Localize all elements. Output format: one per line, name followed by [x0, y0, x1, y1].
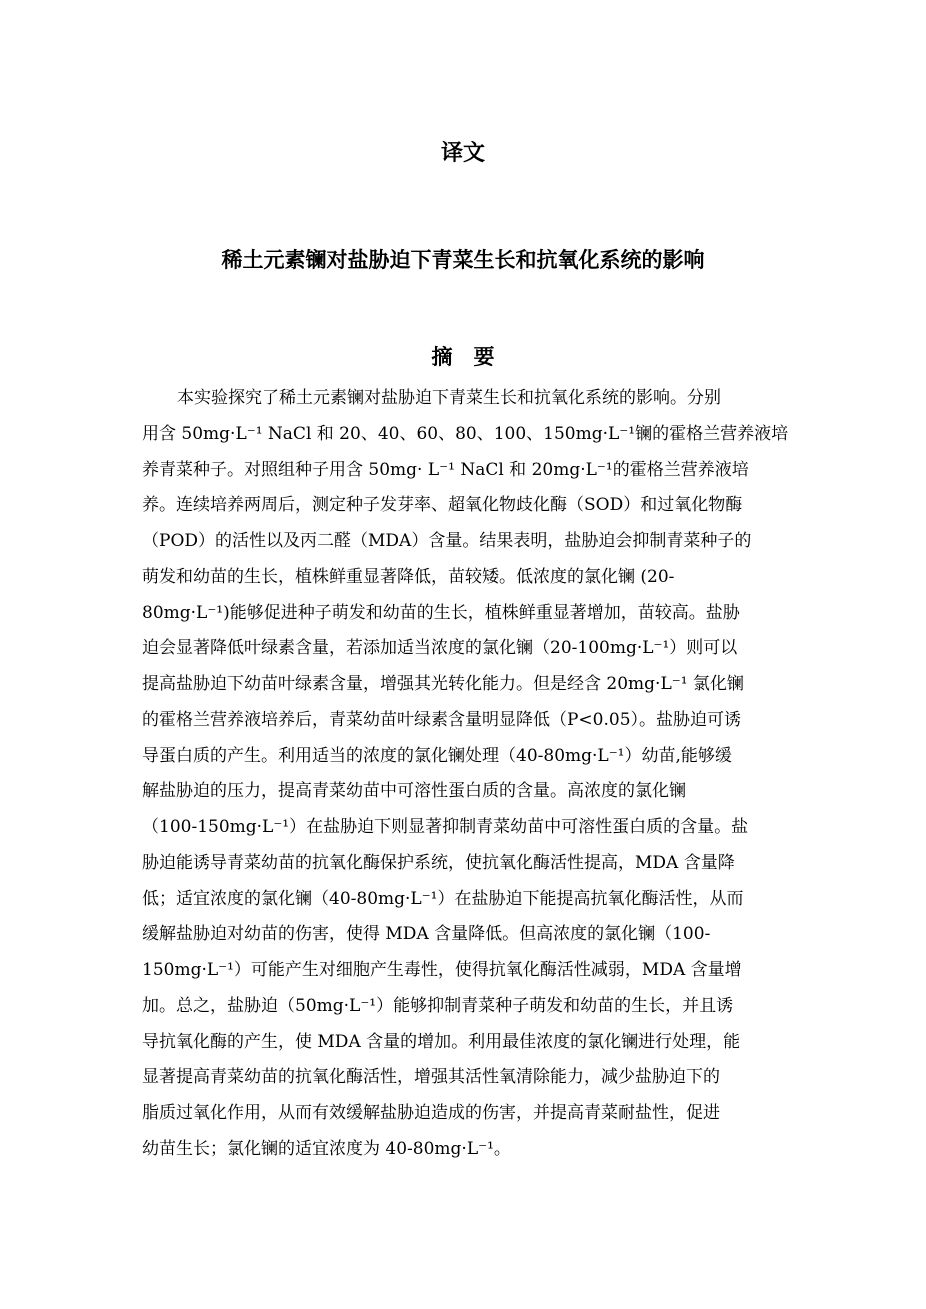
abstract-line: 80mg·L⁻¹)能够促进种子萌发和幼苗的生长，植株鲜重显著增加，苗较高。盐胁: [142, 602, 740, 623]
abstract-line: （100-150mg·L⁻¹）在盐胁迫下则显著抑制青菜幼苗中可溶性蛋白质的含量。盐: [142, 817, 749, 837]
abstract-line: 用含 50mg·L⁻¹ NaCl 和 20、40、60、80、100、150mg·L⁻¹镧的霍格兰营养液培: [142, 423, 789, 444]
abstract-line: 导蛋白质的产生。利用适当的浓度的氯化镧处理（40-80mg·L⁻¹）幼苗,能够缓: [142, 745, 732, 766]
translation-label: 译文: [440, 141, 485, 166]
abstract-line: （POD）的活性以及丙二醛（MDA）含量。结果表明，盐胁迫会抑制青菜种子的: [142, 531, 752, 551]
abstract-line: 养。连续培养两周后，测定种子发芽率、超氧化物歧化酶（SOD）和过氧化物酶: [142, 495, 743, 516]
abstract-line: 胁迫能诱导青菜幼苗的抗氧化酶保护系统，使抗氧化酶活性提高，MDA 含量降: [142, 852, 735, 873]
abstract-body: [142, 381, 792, 1168]
abstract-line: 低；适宜浓度的氯化镧（40-80mg·L⁻¹）在盐胁迫下能提高抗氧化酶活性，从而: [142, 888, 744, 909]
abstract-line: 加。总之，盐胁迫（50mg·L⁻¹）能够抑制青菜种子萌发和幼苗的生长，并且诱: [142, 995, 734, 1016]
abstract-line: 本实验探究了稀土元素镧对盐胁迫下青菜生长和抗氧化系统的影响。分别: [177, 388, 721, 408]
abstract-line: 萌发和幼苗的生长，植株鲜重显著降低，苗较矮。低浓度的氯化镧 (20-: [142, 566, 675, 587]
abstract-line: 养青菜种子。对照组种子用含 50mg· L⁻¹ NaCl 和 20mg·L⁻¹的霍格兰营养液培: [142, 459, 749, 480]
abstract-line: 缓解盐胁迫对幼苗的伤害，使得 MDA 含量降低。但高浓度的氯化镧（100-: [142, 924, 711, 945]
abstract-heading: 摘 要: [431, 345, 495, 369]
abstract-line: 提高盐胁迫下幼苗叶绿素含量，增强其光转化能力。但是经含 20mg·L⁻¹ 氯化镧: [142, 674, 744, 694]
abstract-line: 导抗氧化酶的产生，使 MDA 含量的增加。利用最佳浓度的氯化镧进行处理，能: [142, 1031, 741, 1052]
abstract-line: 脂质过氧化作用，从而有效缓解盐胁迫造成的伤害，并提高青菜耐盐性，促进: [142, 1103, 720, 1123]
abstract-line: 解盐胁迫的压力，提高青菜幼苗中可溶性蛋白质的含量。高浓度的氯化镧: [142, 781, 686, 802]
abstract-line: 的霍格兰营养液培养后，青菜幼苗叶绿素含量明显降低（P<0.05）。盐胁迫可诱: [142, 709, 742, 730]
abstract-line: 显著提高青菜幼苗的抗氧化酶活性，增强其活性氧清除能力，减少盐胁迫下的: [142, 1067, 720, 1088]
abstract-line: 迫会显著降低叶绿素含量，若添加适当浓度的氯化镧（20-100mg·L⁻¹）则可以: [142, 638, 738, 659]
abstract-line: 幼苗生长；氯化镧的适宜浓度为 40-80mg·L⁻¹。: [142, 1138, 511, 1159]
abstract-line: 150mg·L⁻¹）可能产生对细胞产生毒性，使得抗氧化酶活性减弱，MDA 含量增: [142, 960, 742, 980]
paper-title: 稀土元素镧对盐胁迫下青菜生长和抗氧化系统的影响: [221, 248, 705, 272]
